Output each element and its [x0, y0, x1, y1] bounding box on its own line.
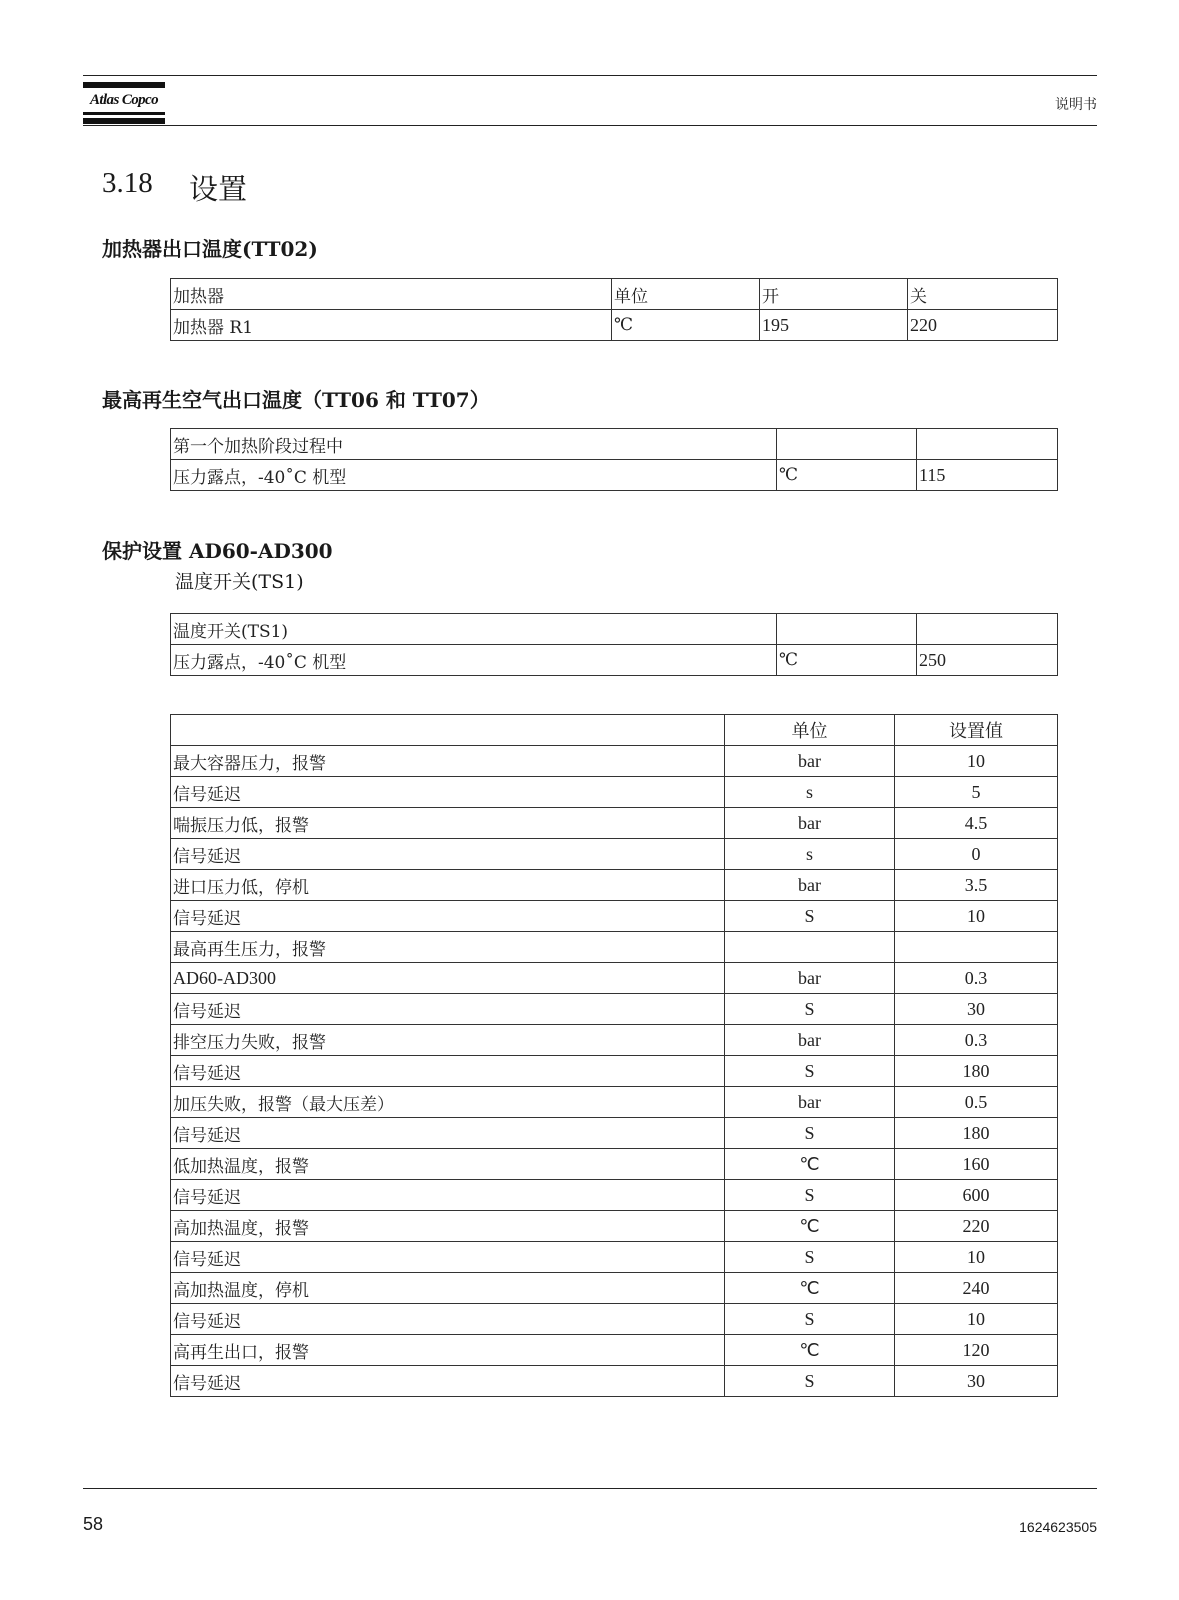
document-number: 1624623505 [1019, 1519, 1097, 1535]
setting-label: 最大容器压力，报警 [171, 746, 725, 777]
table-row [171, 1087, 1058, 1118]
setting-value: 5 [895, 777, 1058, 808]
setting-value: 120 [895, 1335, 1058, 1366]
regen-table [170, 428, 1058, 491]
setting-unit: S [725, 1242, 895, 1273]
setting-unit: S [725, 1056, 895, 1087]
setting-label: 信号延迟 [171, 1180, 725, 1211]
setting-label: 信号延迟 [171, 1242, 725, 1273]
table-cell: 单位 [612, 279, 760, 310]
setting-unit: ℃ [725, 1273, 895, 1304]
setting-unit: bar [725, 1025, 895, 1056]
table-cell: 加热器 [171, 279, 612, 310]
setting-label: 喘振压力低，报警 [171, 808, 725, 839]
table-cell: 250 [917, 645, 1058, 676]
setting-label: 信号延迟 [171, 994, 725, 1025]
setting-label: 信号延迟 [171, 1056, 725, 1087]
table-cell: 温度开关(TS1) [171, 614, 777, 645]
setting-unit: bar [725, 1087, 895, 1118]
table-cell [917, 429, 1058, 460]
logo-wordmark: Atlas Copco [90, 92, 158, 108]
setting-label: 高加热温度，停机 [171, 1273, 725, 1304]
page-number: 58 [83, 1514, 104, 1534]
table-cell [777, 429, 917, 460]
heater-table [170, 278, 1058, 341]
setting-unit: bar [725, 963, 895, 994]
setting-unit: S [725, 1366, 895, 1397]
table-row [171, 1335, 1058, 1366]
table-cell: 加热器 R1 [171, 310, 612, 341]
table-row [171, 839, 1058, 870]
setting-label: 信号延迟 [171, 777, 725, 808]
setting-value: 30 [895, 994, 1058, 1025]
setting-value: 180 [895, 1118, 1058, 1149]
table-cell [917, 614, 1058, 645]
table-row [171, 777, 1058, 808]
table-row [171, 1366, 1058, 1397]
section-number: 3.18 [102, 167, 153, 199]
setting-unit: S [725, 901, 895, 932]
atlas-copco-logo [83, 82, 165, 124]
setting-value: 0.3 [895, 1025, 1058, 1056]
setting-value: 0 [895, 839, 1058, 870]
setting-label: 信号延迟 [171, 901, 725, 932]
table-row [171, 901, 1058, 932]
settings-table [170, 714, 1058, 1397]
table-row [171, 645, 1058, 676]
setting-label: 高加热温度，报警 [171, 1211, 725, 1242]
table-row [171, 614, 1058, 645]
section-title: 设置 [189, 172, 248, 206]
protection-subheading: 温度开关(TS1) [175, 571, 304, 593]
setting-label: 排空压力失败，报警 [171, 1025, 725, 1056]
protection-heading: 保护设置 AD60-AD300 [102, 539, 333, 563]
setting-unit: bar [725, 870, 895, 901]
setting-value: 10 [895, 746, 1058, 777]
setting-label: 最高再生压力，报警 [171, 932, 725, 963]
table-row [171, 1273, 1058, 1304]
table-row [171, 1149, 1058, 1180]
table-row [171, 994, 1058, 1025]
table-cell: 115 [917, 460, 1058, 491]
table-cell: 关 [908, 279, 1058, 310]
table-row [171, 429, 1058, 460]
table-row [171, 1056, 1058, 1087]
setting-value: 180 [895, 1056, 1058, 1087]
table-cell: ℃ [777, 460, 917, 491]
table-row [171, 1118, 1058, 1149]
setting-value: 10 [895, 901, 1058, 932]
table-row [171, 808, 1058, 839]
setting-value: 4.5 [895, 808, 1058, 839]
setting-value: 600 [895, 1180, 1058, 1211]
setting-unit: bar [725, 808, 895, 839]
table-header-cell [171, 715, 725, 746]
table-row [171, 460, 1058, 491]
setting-value: 0.3 [895, 963, 1058, 994]
setting-label: 信号延迟 [171, 1118, 725, 1149]
table-cell: 第一个加热阶段过程中 [171, 429, 777, 460]
setting-unit [725, 932, 895, 963]
setting-label: 加压失败，报警（最大压差） [171, 1087, 725, 1118]
setting-unit: S [725, 994, 895, 1025]
table-row [171, 932, 1058, 963]
table-row [171, 279, 1058, 310]
setting-value: 220 [895, 1211, 1058, 1242]
table-row [171, 310, 1058, 341]
setting-value: 30 [895, 1366, 1058, 1397]
setting-label: 进口压力低，停机 [171, 870, 725, 901]
setting-value: 0.5 [895, 1087, 1058, 1118]
table-row [171, 1211, 1058, 1242]
setting-value: 10 [895, 1304, 1058, 1335]
setting-unit: ℃ [725, 1149, 895, 1180]
protection-table [170, 613, 1058, 676]
table-cell: 195 [760, 310, 908, 341]
table-header-row [171, 715, 1058, 746]
table-row [171, 746, 1058, 777]
table-cell: ℃ [612, 310, 760, 341]
document-type-label: 说明书 [1055, 97, 1097, 113]
table-header-cell: 单位 [725, 715, 895, 746]
table-cell: 压力露点，-40˚C 机型 [171, 460, 777, 491]
setting-label: 高再生出口，报警 [171, 1335, 725, 1366]
table-row [171, 1242, 1058, 1273]
setting-unit: ℃ [725, 1335, 895, 1366]
setting-unit: ℃ [725, 1211, 895, 1242]
setting-label: 信号延迟 [171, 839, 725, 870]
setting-label: 低加热温度，报警 [171, 1149, 725, 1180]
table-row [171, 1180, 1058, 1211]
table-cell: 开 [760, 279, 908, 310]
setting-unit: bar [725, 746, 895, 777]
setting-unit: s [725, 839, 895, 870]
table-header-cell: 设置值 [895, 715, 1058, 746]
table-row [171, 1304, 1058, 1335]
setting-value [895, 932, 1058, 963]
heater-heading: 加热器出口温度(TT02) [102, 237, 318, 261]
table-cell [777, 614, 917, 645]
regen-heading: 最高再生空气出口温度（TT06 和 TT07） [102, 388, 490, 412]
setting-unit: S [725, 1304, 895, 1335]
setting-value: 10 [895, 1242, 1058, 1273]
setting-value: 160 [895, 1149, 1058, 1180]
table-row [171, 1025, 1058, 1056]
header-bottom-rule [83, 125, 1097, 126]
header-top-rule [83, 75, 1097, 76]
setting-unit: S [725, 1180, 895, 1211]
setting-label: 信号延迟 [171, 1366, 725, 1397]
table-cell: ℃ [777, 645, 917, 676]
setting-unit: s [725, 777, 895, 808]
table-cell: 220 [908, 310, 1058, 341]
setting-unit: S [725, 1118, 895, 1149]
setting-label: 信号延迟 [171, 1304, 725, 1335]
table-row [171, 870, 1058, 901]
footer-rule [83, 1488, 1097, 1489]
setting-value: 3.5 [895, 870, 1058, 901]
table-row [171, 963, 1058, 994]
setting-value: 240 [895, 1273, 1058, 1304]
table-cell: 压力露点，-40˚C 机型 [171, 645, 777, 676]
setting-label: AD60-AD300 [171, 963, 725, 994]
